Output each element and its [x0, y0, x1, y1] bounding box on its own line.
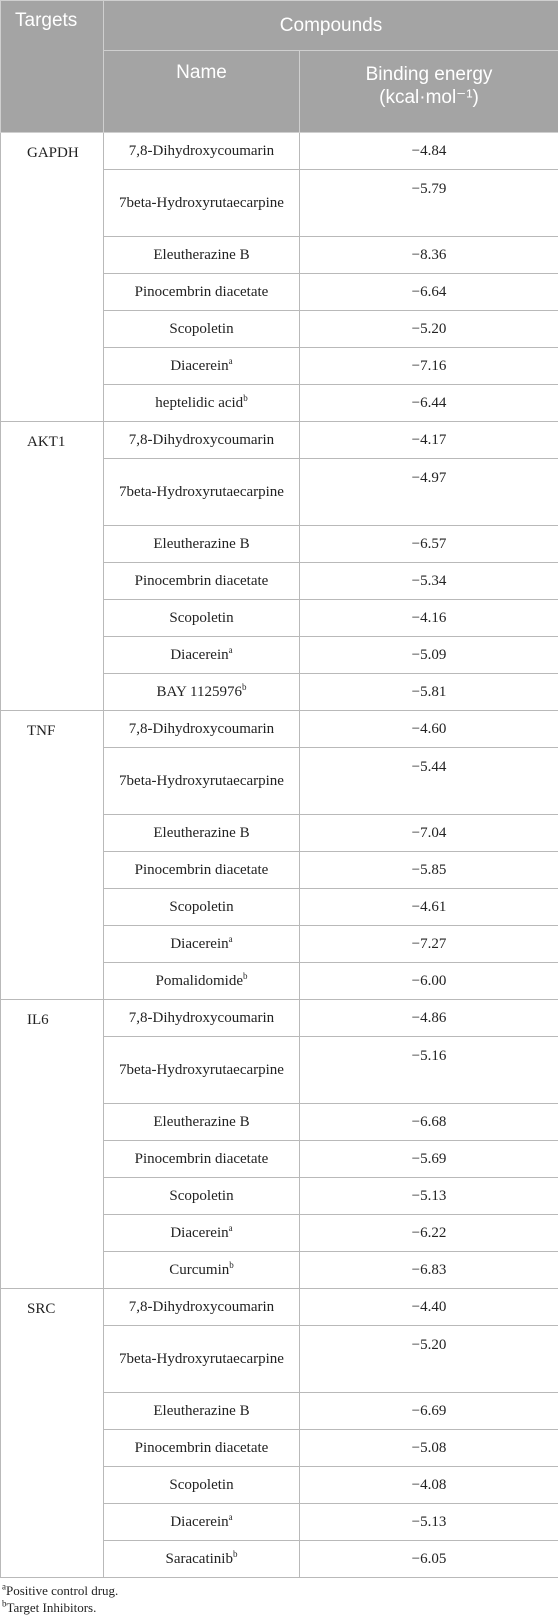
header-binding-energy-label: Binding energy: [365, 64, 493, 85]
compound-name: Pinocembrin diacetate: [134, 1439, 269, 1456]
compound-name-cell: [104, 1504, 300, 1541]
footnote-marker: b: [243, 970, 248, 981]
binding-energy-cell: −5.20: [300, 311, 558, 348]
footnote-marker: b: [241, 681, 247, 692]
compound-name-cell: [104, 237, 300, 274]
compound-name: Eleutherazine B: [153, 1113, 250, 1130]
binding-energy-cell: −4.40: [300, 1289, 558, 1326]
compound-name: Saracatinib: [165, 1550, 233, 1567]
table-body: [1, 133, 558, 1578]
binding-energy-cell: −4.61: [300, 889, 558, 926]
compound-name: 7,8-Dihydroxycoumarin: [128, 1298, 275, 1315]
compound-name-cell: [104, 1037, 300, 1104]
compound-name-cell: [104, 1430, 300, 1467]
compound-name-cell: [104, 1541, 300, 1578]
binding-energy-cell: −5.81: [300, 674, 558, 711]
footnote-marker: a: [228, 644, 233, 655]
table-row: [1, 422, 558, 459]
compound-name-cell: [104, 1215, 300, 1252]
compound-name: Diacerein: [170, 646, 229, 663]
binding-energy-cell: −6.05: [300, 1541, 558, 1578]
compound-name: 7,8-Dihydroxycoumarin: [128, 142, 275, 159]
compound-name: Scopoletin: [169, 609, 234, 626]
compound-name-cell: [104, 852, 300, 889]
compound-name-cell: [104, 170, 300, 237]
footnote-marker: b: [229, 1259, 234, 1270]
target-cell: GAPDH: [1, 133, 104, 422]
compound-name: Eleutherazine B: [153, 535, 250, 552]
compound-name: Pinocembrin diacetate: [134, 1150, 269, 1167]
header-name: Name: [104, 51, 300, 133]
compound-name: Curcumin: [169, 1261, 230, 1278]
binding-energy-cell: −5.44: [300, 748, 558, 815]
compound-name: Pomalidomide: [155, 972, 243, 989]
compound-name: 7beta-Hydroxyrutaecarpine: [119, 772, 284, 789]
table-header: [1, 1, 558, 133]
compound-name-cell: [104, 1326, 300, 1393]
binding-energy-cell: −4.60: [300, 711, 558, 748]
compound-name: Pinocembrin diacetate: [134, 283, 269, 300]
compound-name-cell: [104, 674, 300, 711]
footnote-marker: a: [228, 355, 233, 366]
compound-name: 7beta-Hydroxyrutaecarpine: [119, 483, 284, 500]
compound-name: Eleutherazine B: [153, 824, 250, 841]
binding-energy-cell: −5.09: [300, 637, 558, 674]
compound-name: Scopoletin: [169, 1187, 234, 1204]
binding-energy-cell: −5.16: [300, 1037, 558, 1104]
footnote-marker: a: [228, 933, 233, 944]
target-cell: SRC: [1, 1289, 104, 1578]
binding-energy-cell: −7.27: [300, 926, 558, 963]
compound-name-cell: [104, 1467, 300, 1504]
binding-energy-cell: −6.83: [300, 1252, 558, 1289]
binding-energy-cell: −4.97: [300, 459, 558, 526]
compound-name-cell: [104, 1289, 300, 1326]
compound-name-cell: [104, 422, 300, 459]
footnote-marker: b: [232, 1548, 238, 1559]
compound-name: Scopoletin: [169, 1476, 234, 1493]
header-binding-energy-unit: (kcal·mol⁻¹): [379, 87, 479, 108]
compound-name-cell: [104, 1178, 300, 1215]
header-targets: Targets: [1, 1, 104, 133]
binding-energy-cell: −6.68: [300, 1104, 558, 1141]
binding-energy-cell: −5.13: [300, 1178, 558, 1215]
binding-energy-cell: −4.17: [300, 422, 558, 459]
binding-energy-cell: −7.04: [300, 815, 558, 852]
binding-energy-cell: −6.69: [300, 1393, 558, 1430]
footnote-marker: a: [228, 1511, 233, 1522]
binding-energy-cell: −7.16: [300, 348, 558, 385]
binding-energy-cell: −5.79: [300, 170, 558, 237]
compound-name: heptelidic acid: [155, 394, 244, 411]
compound-name-cell: [104, 1104, 300, 1141]
compound-name-cell: [104, 637, 300, 674]
footnote: [2, 1582, 558, 1599]
binding-energy-cell: −5.20: [300, 1326, 558, 1393]
binding-energy-cell: −5.08: [300, 1430, 558, 1467]
compound-name: 7,8-Dihydroxycoumarin: [128, 1009, 275, 1026]
binding-energy-cell: −6.44: [300, 385, 558, 422]
compound-name: 7beta-Hydroxyrutaecarpine: [119, 1061, 284, 1078]
compound-name-cell: [104, 1393, 300, 1430]
binding-energy-cell: −6.57: [300, 526, 558, 563]
compound-name-cell: [104, 926, 300, 963]
compound-name-cell: [104, 459, 300, 526]
binding-energy-cell: −6.64: [300, 274, 558, 311]
compound-name: Eleutherazine B: [153, 246, 250, 263]
binding-energy-cell: −6.00: [300, 963, 558, 1000]
compound-name: 7,8-Dihydroxycoumarin: [128, 720, 275, 737]
footnote-text: Target Inhibitors.: [6, 1600, 97, 1615]
table-row: [1, 1000, 558, 1037]
binding-energy-cell: −5.34: [300, 563, 558, 600]
binding-energy-cell: −6.22: [300, 1215, 558, 1252]
footnote-marker: a: [228, 1222, 233, 1233]
compound-name-cell: [104, 963, 300, 1000]
compound-name-cell: [104, 600, 300, 637]
compound-name: 7,8-Dihydroxycoumarin: [128, 431, 275, 448]
table-row: [1, 711, 558, 748]
compound-name: BAY 1125976: [156, 683, 242, 700]
binding-energy-cell: −4.84: [300, 133, 558, 170]
footnotes: [0, 1578, 558, 1616]
footnote-mark: a: [2, 1581, 6, 1592]
header-compounds: Compounds: [104, 1, 558, 51]
binding-energy-cell: −4.08: [300, 1467, 558, 1504]
target-cell: TNF: [1, 711, 104, 1000]
table-row: [1, 1289, 558, 1326]
target-cell: AKT1: [1, 422, 104, 711]
compound-name: 7beta-Hydroxyrutaecarpine: [119, 1350, 284, 1367]
compound-name-cell: [104, 563, 300, 600]
compound-name: Diacerein: [170, 935, 229, 952]
compound-name-cell: [104, 526, 300, 563]
compound-name-cell: [104, 889, 300, 926]
compound-name: Scopoletin: [169, 320, 234, 337]
header-binding-energy: [300, 51, 558, 133]
compound-name-cell: [104, 711, 300, 748]
compound-name: Pinocembrin diacetate: [134, 572, 269, 589]
compound-name: Scopoletin: [169, 898, 234, 915]
footnote-mark: b: [2, 1598, 7, 1609]
binding-energy-cell: −5.85: [300, 852, 558, 889]
compound-name: Diacerein: [170, 357, 229, 374]
compound-name-cell: [104, 274, 300, 311]
compound-name-cell: [104, 1000, 300, 1037]
binding-energy-cell: −5.13: [300, 1504, 558, 1541]
compound-name-cell: [104, 815, 300, 852]
target-cell: IL6: [1, 1000, 104, 1289]
binding-energy-cell: −8.36: [300, 237, 558, 274]
compound-name-cell: [104, 1141, 300, 1178]
binding-energy-cell: −4.16: [300, 600, 558, 637]
binding-energy-cell: −4.86: [300, 1000, 558, 1037]
footnote-marker: b: [243, 392, 248, 403]
table-row: [1, 133, 558, 170]
compound-name-cell: [104, 1252, 300, 1289]
compound-name: 7beta-Hydroxyrutaecarpine: [119, 194, 284, 211]
compound-name-cell: [104, 748, 300, 815]
compound-name-cell: [104, 133, 300, 170]
compound-name: Eleutherazine B: [153, 1402, 250, 1419]
compound-name-cell: [104, 385, 300, 422]
footnote: [2, 1599, 558, 1616]
compound-name-cell: [104, 311, 300, 348]
footnote-text: Positive control drug.: [6, 1583, 119, 1598]
binding-energy-cell: −5.69: [300, 1141, 558, 1178]
compound-name: Pinocembrin diacetate: [134, 861, 269, 878]
compound-name: Diacerein: [170, 1224, 229, 1241]
compound-name-cell: [104, 348, 300, 385]
compound-name: Diacerein: [170, 1513, 229, 1530]
